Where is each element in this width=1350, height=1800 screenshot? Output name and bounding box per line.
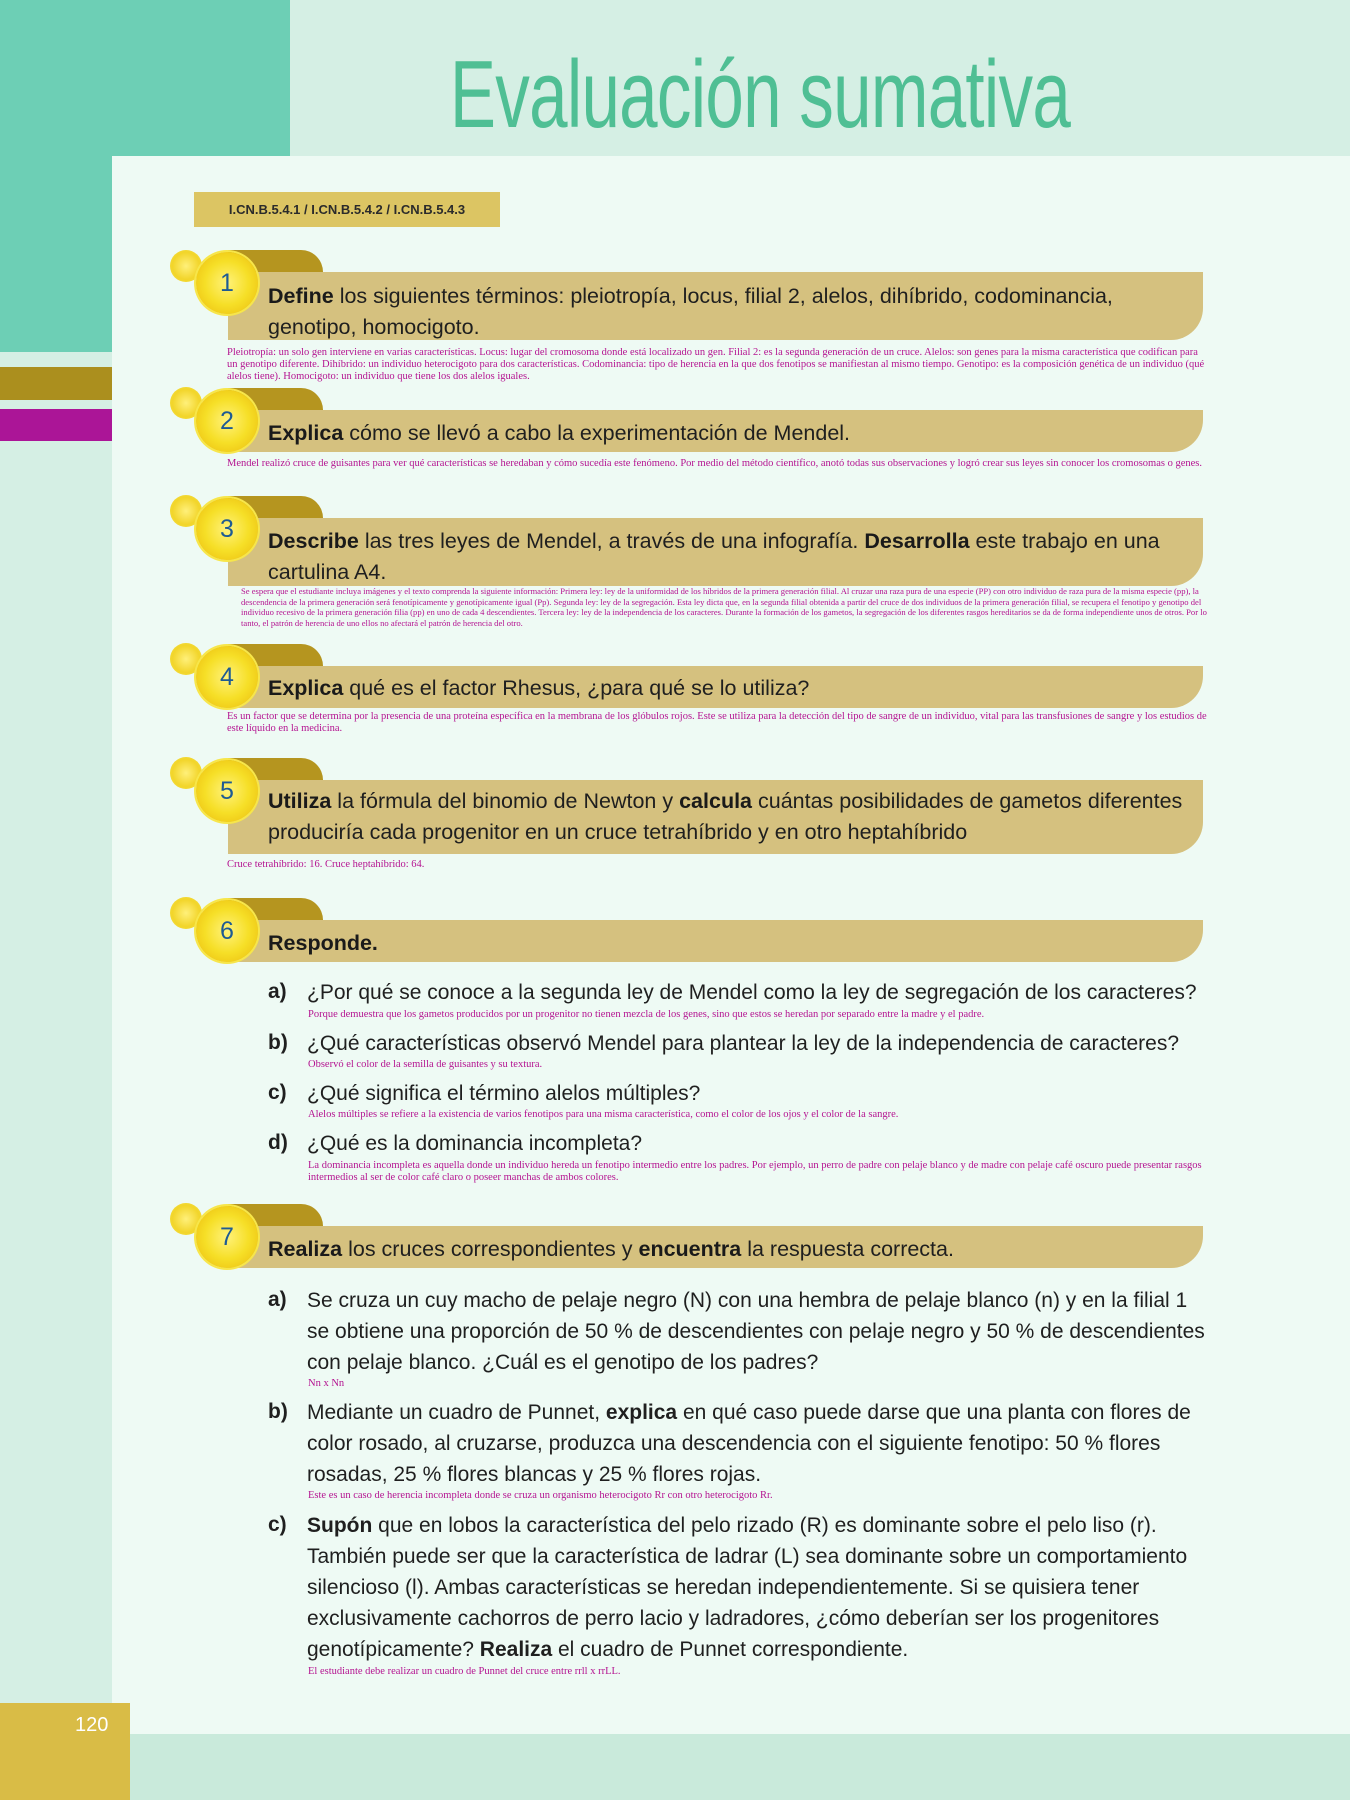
- question-number: 2: [220, 407, 234, 435]
- sub-question-text: ¿Por qué se conoce a la segunda ley de Mendel como la ley de segregación de los caracteres?: [307, 981, 1197, 1004]
- sub-question-text: ¿Qué características observó Mendel para plantear la ley de la independencia de caracteres?: [307, 1032, 1180, 1055]
- question-verb: Define: [268, 284, 334, 308]
- question-body-2: cuántas posibilidades de gametos diferentes produciría cada progenitor en un cruce tetrahíbrido y en otro heptahíbrido: [268, 789, 1183, 844]
- sub-answer-text: Este es un caso de herencia incompleta donde se cruza un organismo heterocigoto Rr con otro heterocigoto Rr.: [308, 1490, 773, 1501]
- sub-verb: Supón: [307, 1514, 373, 1537]
- question-number: 5: [220, 777, 234, 805]
- question-verb: Explica: [268, 676, 344, 700]
- answer-text: Es un factor que se determina por la presencia de una proteína específica en la membrana de los glóbulos rojos. Este se utiliza para la detección del tipo de sangre de un individuo, vital para las transfusiones de sangre y los estudios de este líquido en la medicina.: [227, 711, 1207, 734]
- page-number: 120: [75, 1714, 109, 1736]
- question-body: los siguientes términos: pleiotropía, locus, filial 2, alelos, dihíbrido, codominancia, genotipo, homocigoto.: [268, 284, 1113, 339]
- sub-label: c): [268, 1081, 287, 1104]
- question-text: [268, 1234, 1183, 1265]
- question-verb: Responde.: [268, 931, 378, 955]
- question-number: 3: [220, 515, 234, 543]
- question-text: [268, 673, 1183, 704]
- sub-body: que en lobos la característica del pelo rizado (R) es dominante sobre el pelo liso (r). También puede ser que la característica de ladrar (L) sea dominante sobre un comportamiento silencioso (l). Ambas características se heredan independientemente. Si se quisiera tener exclusivamente cachorros de perro lacio y ladradores, ¿cómo deberían ser los progenitores genotípicamente?: [307, 1514, 1188, 1661]
- question-verb-2: calcula: [679, 789, 753, 813]
- question-body: qué es el factor Rhesus, ¿para qué se lo utiliza?: [343, 676, 810, 700]
- gold-side-strip: [0, 367, 112, 400]
- sub-answer-text: El estudiante debe realizar un cuadro de Punnet del cruce entre rrll x rrLL.: [308, 1666, 621, 1677]
- sub-question-text: [307, 1397, 1207, 1490]
- answer-text: Se espera que el estudiante incluya imágenes y el texto comprenda la siguiente información: Primera ley: ley de la uniformidad de los híbridos de la primera generación filial. Al cruzar una raza pura de una especie (PP) con otro individuo de raza pura de la misma especie (pp), la descendencia de la primera generación será fenotípicamente y genotípicamente igual (Pp). Segunda ley: ley de la segregación. Esta ley dicta que, en la segunda filial obtenida a partir del cruce de dos individuos de la primera generación filial, se recupera el fenotipo y genotipo del individuo recesivo de la primera generación filia (pp) en uno de cada 4 descendientes. Tercera ley: ley de la independencia de los caracteres. Durante la formación de los gametos, la segregación de los diferentes rasgos hereditarios se da de forma independiente unos de otros. Por lo tanto, el patrón de herencia de uno ellos no afectará el patrón de herencia del otro.: [241, 586, 1207, 628]
- question-verb-2: encuentra: [638, 1237, 742, 1261]
- page-title: Evaluación sumativa: [449, 41, 1071, 148]
- question-number: 7: [220, 1223, 234, 1251]
- curriculum-code-badge: I.CN.B.5.4.1 / I.CN.B.5.4.2 / I.CN.B.5.4.3: [194, 192, 500, 227]
- sub-question-text: ¿Qué significa el término alelos múltiples?: [307, 1082, 701, 1105]
- answer-text: Cruce tetrahíbrido: 16. Cruce heptahíbrido: 64.: [227, 859, 425, 870]
- question-text: [268, 281, 1183, 343]
- sub-question-text: [307, 1510, 1207, 1665]
- sub-verb-2: Realiza: [479, 1638, 553, 1661]
- question-verb: Describe: [268, 529, 359, 553]
- sub-label: b): [268, 1031, 288, 1054]
- sub-question-text: Se cruza un cuy macho de pelaje negro (N) con una hembra de pelaje blanco (n) y en la filial 1 se obtiene una proporción de 50 % de descendientes con pelaje negro y 50 % de descendientes con pelaje blanco. ¿Cuál es el genotipo de los padres?: [307, 1289, 1205, 1374]
- sub-answer-text: Alelos múltiples se refiere a la existencia de varios fenotipos para una misma característica, como el color de los ojos y el color de la sangre.: [308, 1109, 899, 1120]
- question-text: [268, 526, 1183, 588]
- sub-verb: explica: [605, 1401, 678, 1424]
- question-text: [268, 786, 1183, 848]
- sub-answer-text: Nn x Nn: [308, 1378, 345, 1389]
- sub-body-2: el cuadro de Punnet correspondiente.: [552, 1638, 909, 1661]
- question-body-2: la respuesta correcta.: [741, 1237, 954, 1261]
- question-body: las tres leyes de Mendel, a través de una infografía.: [358, 529, 865, 553]
- answer-text: Mendel realizó cruce de guisantes para ver qué características se heredaban y cómo sucedía este fenómeno. Por medio del método científico, anotó todas sus observaciones y logró crear sus leyes sin conocer los cromosomas o genes.: [227, 458, 1202, 469]
- question-verb: Realiza: [268, 1237, 343, 1261]
- question-number: 6: [220, 917, 234, 945]
- question-text: [268, 418, 1183, 449]
- sub-label: d): [268, 1131, 288, 1154]
- sub-answer-text: Porque demuestra que los gametos producidos por un progenitor no tienen mezcla de los genes, sino que estos se heredan por separado entre la madre y el padre.: [308, 1009, 985, 1020]
- sub-body: Mediante un cuadro de Punnet,: [307, 1401, 606, 1424]
- sub-label: c): [268, 1513, 287, 1536]
- question-text: [268, 928, 1183, 959]
- question-body: los cruces correspondientes y: [342, 1237, 639, 1261]
- question-number: 1: [220, 269, 234, 297]
- question-number: 4: [220, 663, 234, 691]
- question-body-2: este trabajo en una cartulina A4.: [268, 529, 1160, 584]
- sub-body-2: en qué caso puede darse que una planta con flores de color rosado, al cruzarse, produzca una descendencia con el siguiente fenotipo: 50 % flores rosadas, 25 % flores blancas y 25 % flores rojas.: [307, 1401, 1191, 1486]
- answer-text: Pleiotropía: un solo gen interviene en varias características. Locus: lugar del cromosoma donde está localizado un gen. Filial 2: es la segunda generación de un cruce. Alelos: son genes para la misma característica que codifican para un genotipo diferente. Dihíbrido: un individuo heterocigoto para dos características. Codominancia: tipo de herencia en la que dos fenotipos se manifiestan al mismo tiempo. Genotipo: es la composición genética de un individuo (qué alelos tiene). Homocigoto: un individuo que tiene los dos alelos iguales.: [227, 347, 1205, 382]
- question-verb: Utiliza: [268, 789, 332, 813]
- question-body: la fórmula del binomio de Newton y: [331, 789, 680, 813]
- sub-question-text: ¿Qué es la dominancia incompleta?: [307, 1132, 643, 1155]
- sub-answer-text: Observó el color de la semilla de guisantes y su textura.: [308, 1059, 543, 1070]
- footer-band: [0, 1734, 1350, 1800]
- sub-label: a): [268, 980, 287, 1003]
- magenta-side-strip: [0, 409, 112, 441]
- sub-answer-text: La dominancia incompleta es aquella donde un individuo hereda un fenotipo intermedio entre los padres. Por ejemplo, un perro de padre con pelaje blanco y de madre con pelaje café oscuro puede presentar rasgos intermedios al ser de color café claro o poseer manchas de ambos colores.: [308, 1160, 1202, 1183]
- sub-label: b): [268, 1400, 288, 1423]
- sub-label: a): [268, 1288, 287, 1311]
- question-verb: Explica: [268, 421, 344, 445]
- question-body: cómo se llevó a cabo la experimentación de Mendel.: [343, 421, 851, 445]
- question-verb-2: Desarrolla: [864, 529, 970, 553]
- page-number-box: [0, 1703, 130, 1800]
